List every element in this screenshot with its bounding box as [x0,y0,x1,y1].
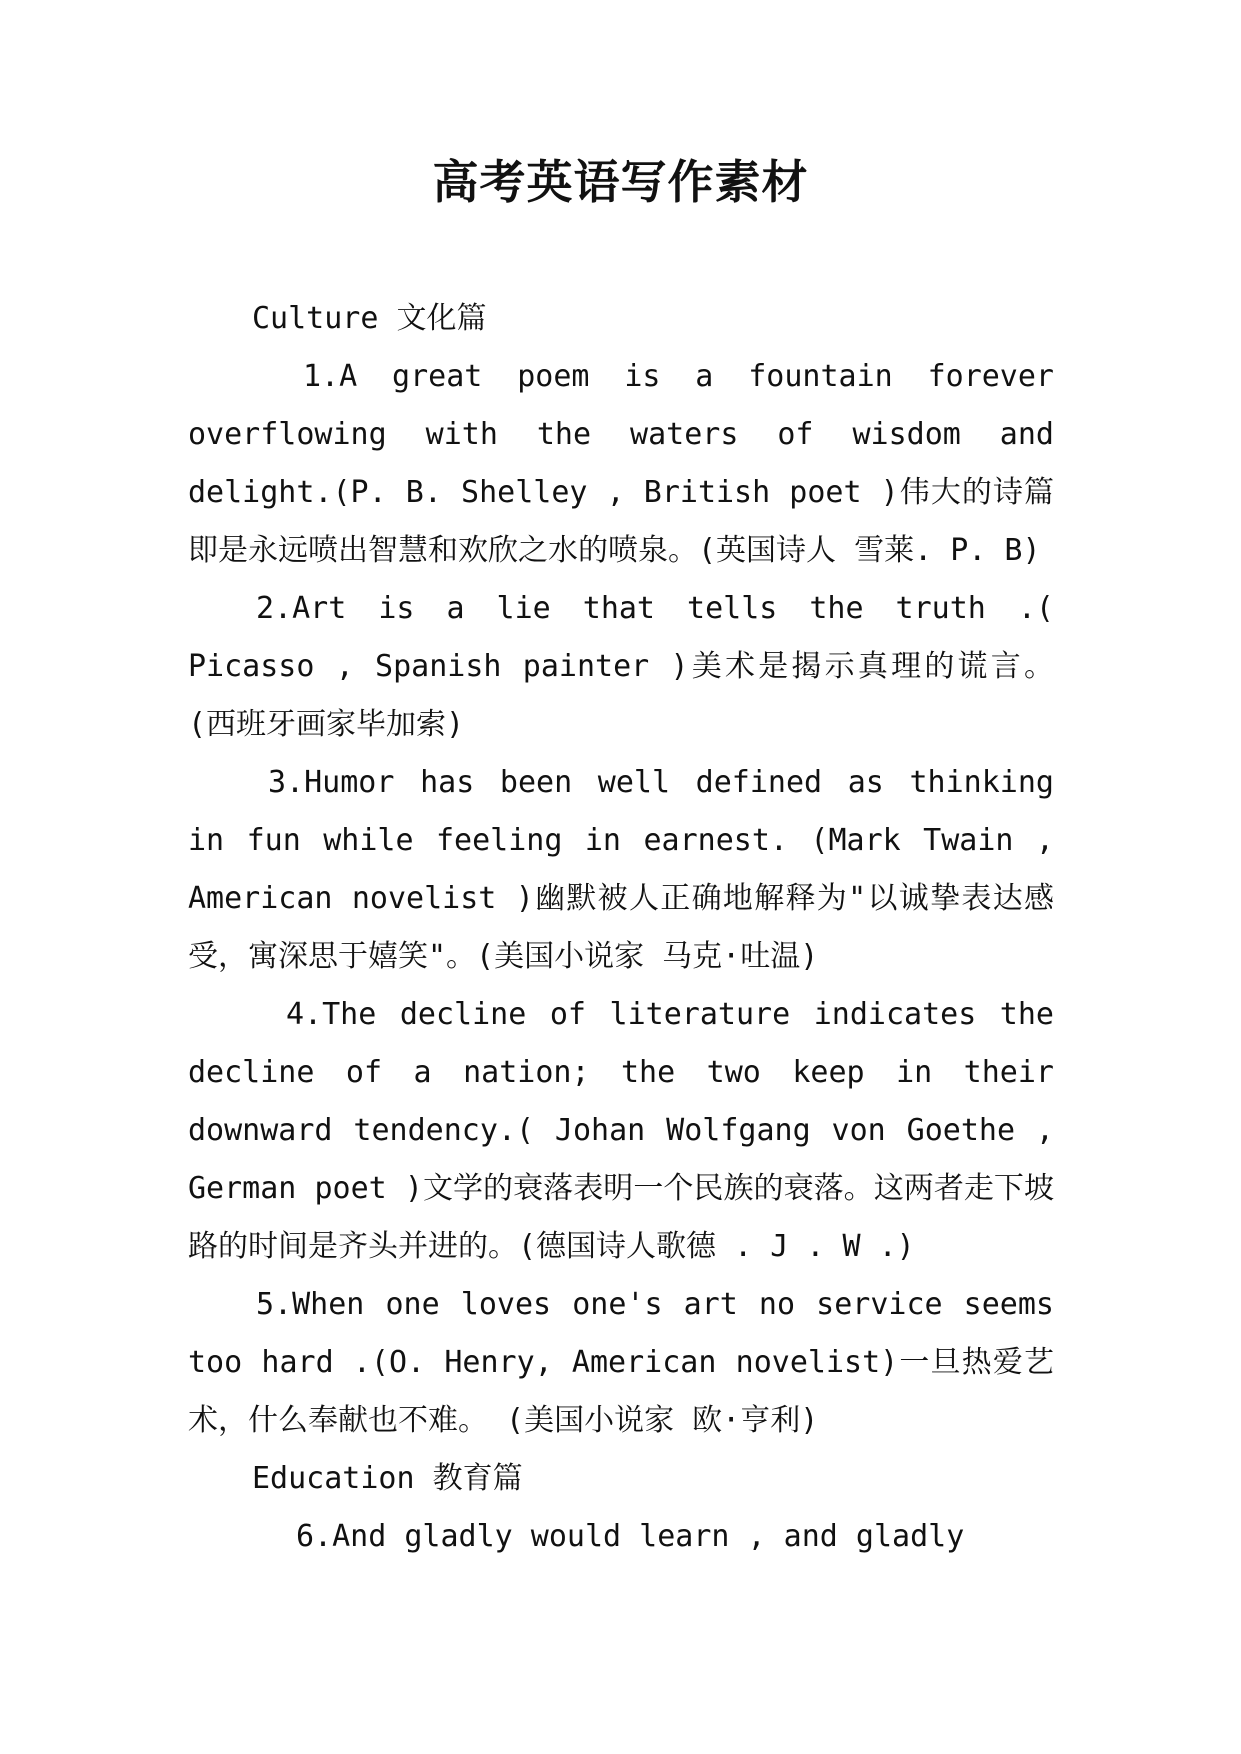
quote-paragraph-3: 3.Humor has been well defined as thinking in fun while feeling in earnest. (Mark Twain , American novelist )幽默被人正确地解释为"以诚挚表达感受，寓深思于嬉笑"。(美国小说家 马克·吐温) [188,765,1054,974]
quote-paragraph-5: 5.When one loves one's art no service seems too hard .(O. Henry, American novelist)一旦热爱艺术，什么奉献也不难。 (美国小说家 欧·亨利) [188,1287,1054,1438]
quote-paragraph-1: 1.A great poem is a fountain forever overflowing with the waters of wisdom and delight.(P. B. Shelley , British poet )伟大的诗篇即是永远喷出智慧和欢欣之水的喷泉。(英国诗人 雪莱. P. B) [188,359,1054,568]
document-body [188,290,1054,1566]
quote-paragraph-6: 6.And gladly would learn , and gladly [296,1519,965,1554]
quote-paragraph-4: 4.The decline of literature indicates the decline of a nation; the two keep in their downward tendency.( Johan Wolfgang von Goethe , German poet )文学的衰落表明一个民族的衰落。这两者走下坡路的时间是齐头并进的。(德国诗人歌德 . J . W .) [188,997,1054,1264]
section-heading-education: Education 教育篇 [252,1461,523,1496]
quote-paragraph-2: 2.Art is a lie that tells the truth .( Picasso , Spanish painter )美术是揭示真理的谎言。 (西班牙画家毕加索) [188,591,1054,742]
section-heading-culture: Culture 文化篇 [252,301,487,336]
document-title: 高考英语写作素材 [432,155,809,209]
